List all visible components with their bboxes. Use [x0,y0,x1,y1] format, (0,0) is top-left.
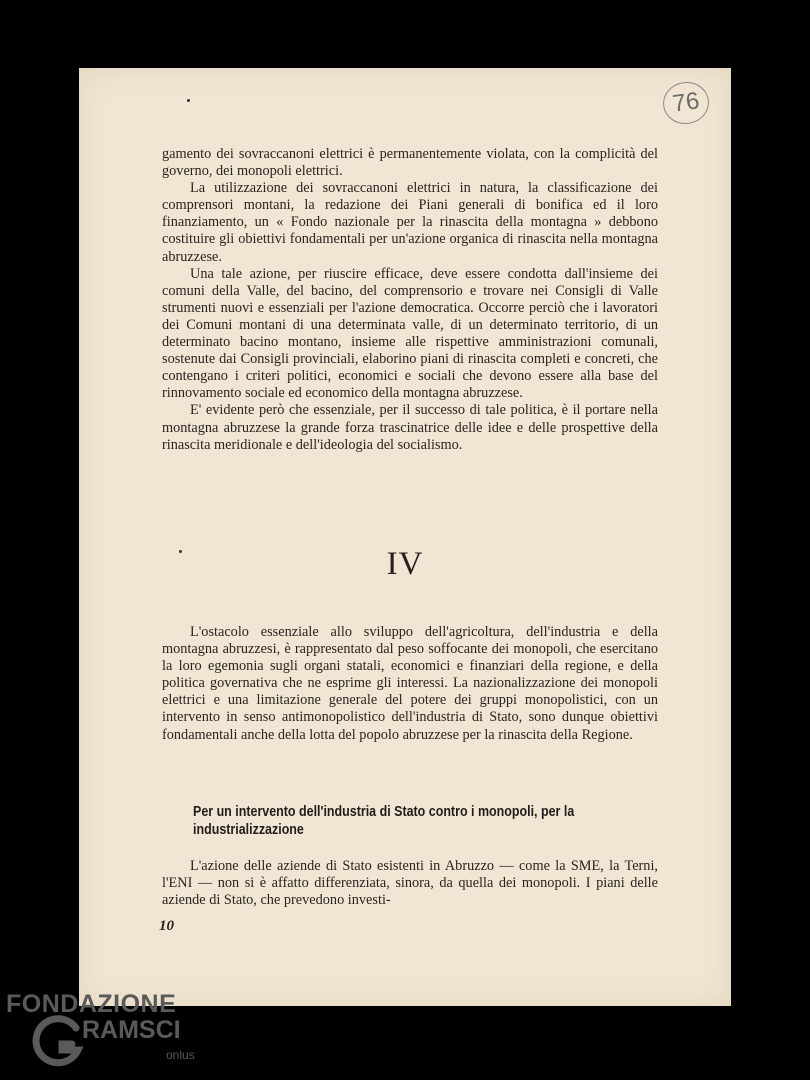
page-number: 10 [159,918,174,934]
paragraph: gamento dei sovraccanoni elettrici è permanentemente violata, con la complicità del governo, dei monopoli elettrici. [162,146,658,180]
paragraph: L'azione delle aziende di Stato esistenti in Abruzzo — come la SME, la Terni, l'ENI — non si è affatto differenziata, sinora, da quella dei monopoli. I piani delle aziende di Stato, che prevedono investi- [162,858,658,909]
section-number: IV [386,546,424,582]
gramsci-g-logo-icon [32,1014,88,1070]
ink-speck [187,99,190,102]
watermark-line2: RAMSCI [82,1016,181,1044]
watermark-line3: onlus [166,1048,195,1062]
archive-number-stamp: 76 [660,79,711,127]
paragraph: L'ostacolo essenziale allo sviluppo dell'agricoltura, dell'industria e della montagna abruzzesi, è rappresentato dal peso soffocante dei monopoli, che esercitano la loro egemonia sugli organi statali, economici e finanziari della regione, e della politica governativa che ne esprime gli interessi. La nazionalizzazione dei monopoli elettrici e una limitazione generale del potere dei gruppi monopolistici, con un intervento in senso antimonopolistico dell'industria di Stato, sono dunque obiettivi fondamentali anche della lotta del popolo abruzzese per la rinascita della Regione. [162,624,658,743]
paragraph: E' evidente però che essenziale, per il successo di tale politica, è il portare nella montagna abruzzese la grande forza trascinatrice delle idee e delle prospettive della rinascita meridionale e dell'ideologia del socialismo. [162,402,658,453]
paragraph: La utilizzazione dei sovraccanoni elettrici in natura, la classificazione dei comprensori montani, la redazione dei Piani generali di bonifica ed il loro finanziamento, un « Fondo nazionale per la rinascita della montagna » debbono costituire gli obiettivi fondamentali per un'azione organica di rinascita nella montagna abruzzese. [162,180,658,265]
fondazione-gramsci-watermark [6,990,206,1070]
text-block-top [162,146,658,454]
text-block-section [162,624,658,744]
text-block-bottom [162,858,658,909]
paragraph: Una tale azione, per riuscire efficace, deve essere condotta dall'insieme dei comuni della Valle, del bacino, del comprensorio e trovare nei Consigli di Valle strumenti nuovi e essenziali per l'azione democratica. Occorre perciò che i lavoratori dei Comuni montani di una determinata valle, di un determinato territorio, di un determinato bacino montano, insieme alle rispettive amministrazioni comunali, sostenute dai Consigli provinciali, elaborino piani di rinascita completi e concreti, che contengano i criteri politici, economici e sociali che devono essere alla base del rinnovamento sociale ed economico della montagna abruzzese. [162,265,658,402]
subheading: Per un intervento dell'industria di Stato contro i monopoli, per la industrializzazione [193,804,575,838]
watermark-line1: FONDAZIONE [6,990,177,1018]
document-page [79,68,731,1006]
